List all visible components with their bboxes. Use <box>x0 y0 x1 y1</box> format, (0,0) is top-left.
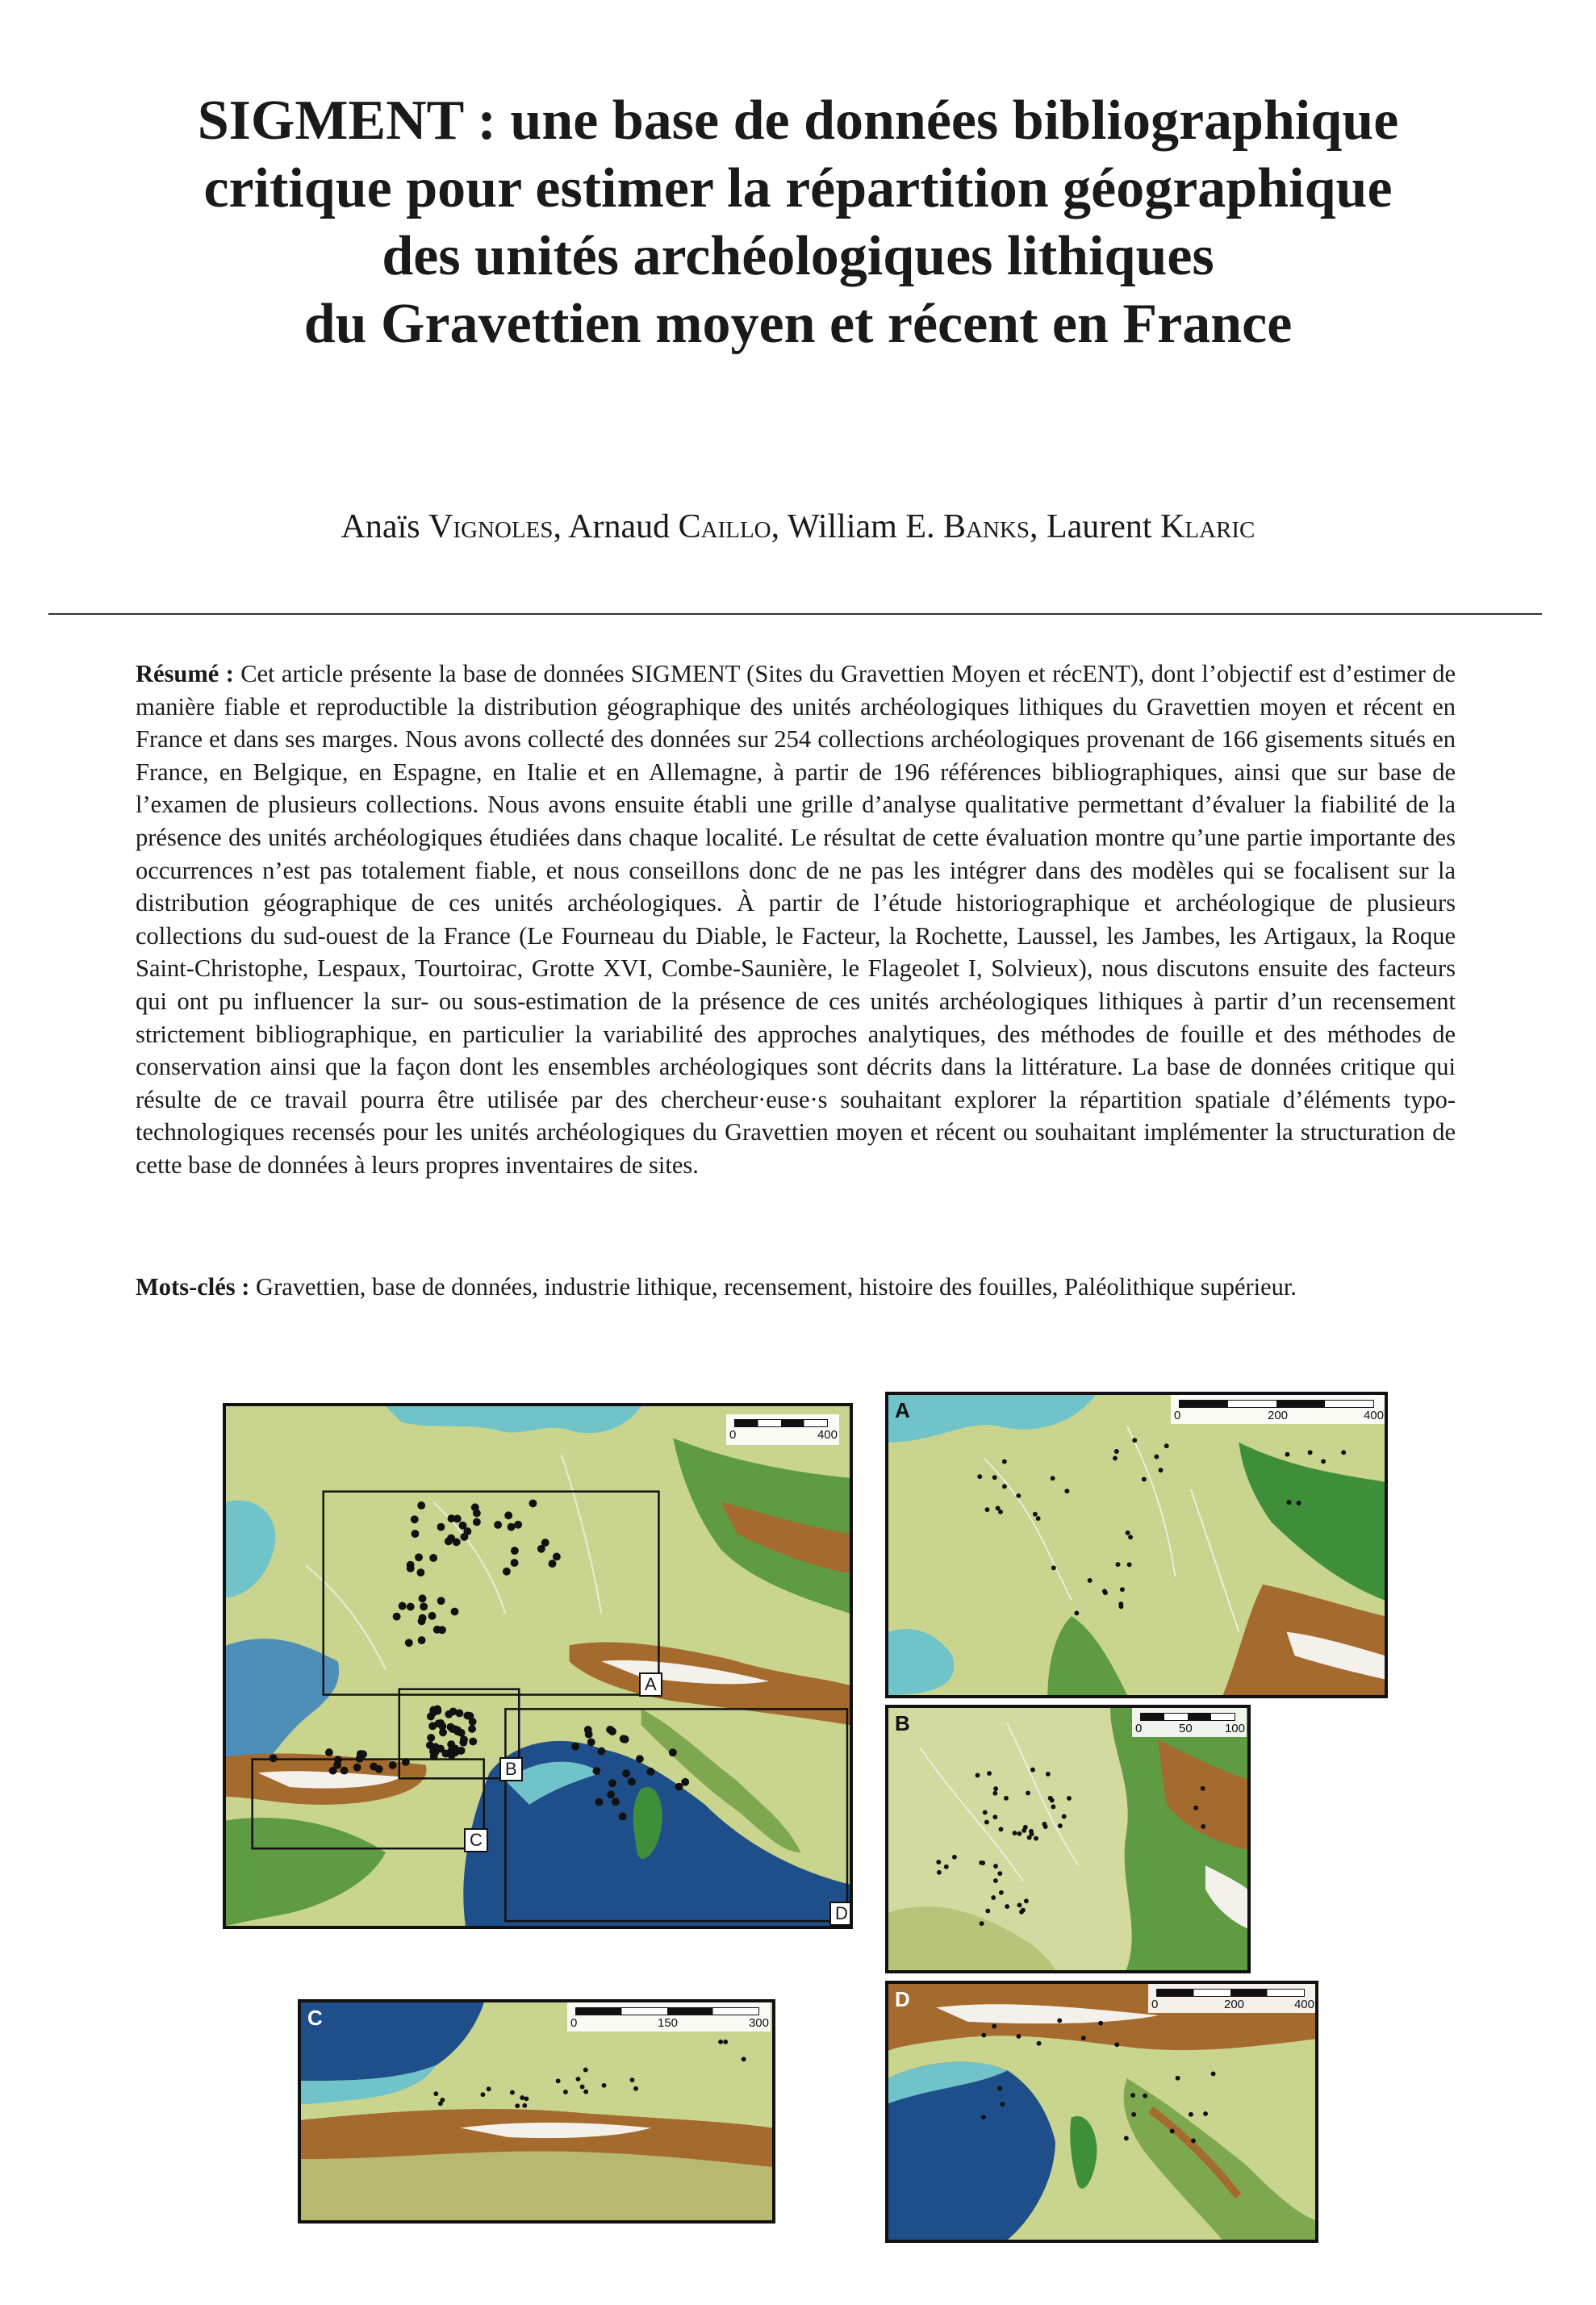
site-dot <box>718 2040 723 2044</box>
site-dot <box>1043 1824 1048 1829</box>
site-dot <box>1051 1565 1056 1570</box>
site-dot <box>1341 1450 1346 1455</box>
site-dot <box>419 1594 427 1602</box>
site-dot <box>1128 1535 1133 1539</box>
site-dot <box>952 1855 957 1860</box>
site-dot <box>537 1545 545 1553</box>
site-dot <box>1088 1578 1093 1583</box>
site-dot <box>1127 1562 1132 1567</box>
site-dot <box>455 1710 463 1718</box>
site-dot <box>504 1511 512 1519</box>
site-dot <box>389 1761 397 1769</box>
panel-b-label: B <box>895 1711 910 1735</box>
site-dot <box>341 1767 349 1775</box>
site-dot <box>1064 1489 1069 1493</box>
site-dot <box>1037 2041 1042 2046</box>
site-dot <box>1201 1786 1205 1791</box>
title-line-4: du Gravettien moyen et récent en France <box>303 293 1293 355</box>
panel-d-label: D <box>895 1987 910 2011</box>
main-map-terrain <box>226 1406 850 1926</box>
site-dot <box>1114 2042 1119 2047</box>
site-dot <box>438 2101 443 2106</box>
site-dot <box>1074 1611 1079 1616</box>
site-dot <box>597 1748 605 1756</box>
site-dot <box>675 1783 683 1791</box>
site-dot <box>1124 2136 1129 2140</box>
site-dot <box>1029 1829 1034 1834</box>
site-dot <box>1098 2021 1103 2026</box>
site-dot <box>999 1890 1004 1895</box>
site-dot <box>1285 1452 1290 1457</box>
author-2-first: Arnaud <box>568 508 671 545</box>
site-dot <box>445 1537 453 1545</box>
site-dot <box>329 1767 337 1775</box>
site-dot <box>1021 1908 1026 1913</box>
site-dot <box>936 1860 941 1864</box>
panel-a-scale-tick-200: 200 <box>1268 1409 1289 1422</box>
site-dot <box>419 1614 427 1622</box>
site-dot <box>522 2103 527 2108</box>
site-dot <box>451 1608 459 1616</box>
site-dot <box>571 1743 579 1751</box>
site-dot <box>487 2086 491 2091</box>
keywords-text: Gravettien, base de données, industrie lithique, recensement, histoire des fouilles, Paléolithique supérieur. <box>256 1273 1297 1301</box>
inset-label-c: C <box>464 1828 488 1852</box>
panel-d-scale-tick-0: 0 <box>1151 1998 1159 2011</box>
site-dot <box>524 2096 529 2101</box>
site-dot <box>1004 1796 1009 1801</box>
inset-label-d: D <box>829 1902 853 1926</box>
site-dot <box>669 1748 677 1756</box>
site-dot <box>980 1921 984 1926</box>
site-dot <box>595 1798 604 1806</box>
site-dot <box>636 1755 644 1763</box>
site-dot <box>1203 2111 1208 2116</box>
panel-d-scalebar <box>1148 1984 1316 2013</box>
site-dot <box>437 1597 445 1605</box>
site-dot <box>992 1814 997 1819</box>
site-dot <box>511 1547 519 1555</box>
site-dot <box>993 1878 998 1883</box>
site-dot <box>418 1636 426 1644</box>
title-line-1: SIGMENT : une base de données bibliographique <box>197 90 1399 152</box>
site-dot <box>433 2091 438 2096</box>
site-dot <box>405 1639 413 1647</box>
site-dot <box>1022 1828 1026 1833</box>
site-dot <box>984 1820 989 1825</box>
header-divider <box>48 613 1542 615</box>
site-dot <box>1154 1455 1159 1459</box>
site-dot <box>520 2095 524 2100</box>
map-panel-b <box>885 1705 1251 1973</box>
site-dot <box>937 1870 942 1875</box>
site-dot <box>993 1786 998 1791</box>
site-dot <box>587 1738 595 1746</box>
site-dot <box>459 1522 467 1530</box>
site-dot <box>411 1515 419 1523</box>
site-dot <box>1016 1493 1021 1498</box>
title-line-3: des unités archéologiques lithiques <box>382 225 1214 287</box>
site-dot <box>553 1553 561 1561</box>
site-dot <box>399 1602 407 1610</box>
main-scale-tick-400: 400 <box>817 1428 838 1442</box>
keywords-label: Mots-clés : <box>136 1273 250 1301</box>
site-dot <box>621 1735 629 1743</box>
site-dot <box>529 1499 537 1507</box>
site-dot <box>1030 1768 1035 1773</box>
site-dot <box>457 1729 466 1737</box>
site-dot <box>1308 1450 1313 1455</box>
site-dot <box>353 1764 361 1772</box>
site-dot <box>429 1554 437 1562</box>
site-dot <box>416 1568 424 1576</box>
site-dot <box>563 2090 568 2094</box>
site-dot <box>993 1864 998 1869</box>
abstract-text: Cet article présente la base de données SIGMENT (Sites du Gravettien Moyen et récENT), dont l’objectif est d’estimer de manière fiable et reproductible la distribution géographique des unités archéologiques lithiques du Gravettien moyen et récent en France et dans ses marges. Nous avons collecté des données sur 254 collections archéologiques provenant de 166 gisements situés en France, en Belgique, en Espagne, en Italie et en Allemagne, à partir de 196 références bibliographiques, ainsi que sur base de l’examen de plusieurs collections. Nous avons ensuite établi une grille d’analyse qualitative permettant d’évaluer la fiabilité de la présence des unités archéologiques étudiées dans chaque localité. Le résultat de cette évaluation montre qu’une partie importante des occurrences n’est pas totalement fiable, et nous conseillons donc de ne pas les intégrer dans des modèles qui se focalisent sur la distribution géographique de ces unités archéologiques. À partir de l’étude historiographique et archéologique de plusieurs collections du sud-ouest de la France (Le Fourneau du Diable, le Facteur, la Rochette, Laussel, les Jambes, les Artigaux, la Roque Saint-Christophe, Lespaux, Tourtoirac, Grotte XVI, Combe-Saunière, le Flageolet I, Solvieux), nous discutons ensuite des facteurs qui ont pu influencer la sur- ou sous-estimation de la présence de ces unités archéologiques lithiques à partir d’un recensement strictement bibliographique, en particulier la variabilité des approches analytiques, des méthodes de fouille et des méthodes de conservation ainsi que la façon dont les ensembles archéologiques sont décrits dans la littérature. La base de données critique qui résulte de ce travail pourra être utilisée par des chercheur·euse·s souhaitant explorer la répartition spatiale d’éléments typo-technologiques recensés pour les unités archéologiques du Gravettien moyen et récent ou souhaitant implémenter la structuration de cette base de données à leurs propres inventaires de sites. <box>136 660 1456 1179</box>
site-dot <box>723 2040 728 2044</box>
site-dot <box>1211 2072 1216 2077</box>
inset-label-b: B <box>499 1757 523 1781</box>
site-dot <box>1027 1835 1032 1840</box>
panel-b-scale-tick-50: 50 <box>1179 1722 1193 1735</box>
site-dot <box>417 1501 425 1510</box>
panel-c-scale-tick-300: 300 <box>748 2016 769 2030</box>
author-3-last: Banks <box>942 508 1030 545</box>
panel-c-scale-tick-150: 150 <box>658 2016 679 2030</box>
site-dot <box>1116 1562 1121 1567</box>
site-dot <box>448 1752 456 1760</box>
site-dot <box>515 2103 520 2108</box>
site-dot <box>1142 1477 1147 1482</box>
site-dot <box>1067 1796 1072 1801</box>
site-dot <box>448 1514 456 1522</box>
site-dot <box>647 1768 655 1776</box>
site-dot <box>992 1791 997 1796</box>
site-dot <box>1114 1449 1119 1454</box>
site-dot <box>1193 1806 1198 1810</box>
site-dot <box>370 1763 378 1771</box>
site-dot <box>576 2077 581 2082</box>
site-dot <box>987 1771 992 1776</box>
map-panel-d <box>885 1981 1318 2243</box>
abstract <box>136 658 1456 1182</box>
site-dot <box>1036 1516 1041 1521</box>
site-dot <box>415 1553 423 1561</box>
site-dot <box>1164 1443 1169 1448</box>
site-dot <box>549 1560 557 1568</box>
main-map-scalebar <box>726 1414 839 1445</box>
site-dot <box>556 2078 561 2083</box>
site-dot <box>612 1798 620 1806</box>
map-panel-c <box>298 1999 775 2224</box>
site-dot <box>583 2090 588 2094</box>
site-dot <box>412 1530 420 1538</box>
site-dot <box>992 1475 997 1480</box>
author-3-first: William E. <box>787 508 935 545</box>
site-dot <box>583 2068 588 2073</box>
panel-d-scale-tick-200: 200 <box>1224 1998 1245 2011</box>
site-dot <box>1118 1604 1123 1609</box>
abstract-label: Résumé : <box>136 660 234 687</box>
site-dot <box>1017 2034 1022 2039</box>
site-dot <box>460 1533 468 1541</box>
site-dot <box>1002 1459 1007 1464</box>
panel-c-scale-tick-0: 0 <box>570 2016 578 2030</box>
site-dot <box>1103 1590 1108 1595</box>
site-dot <box>420 1602 428 1610</box>
site-dot <box>1024 1898 1029 1903</box>
site-dot <box>447 1740 455 1748</box>
panel-d-scale-tick-400: 400 <box>1293 1998 1314 2011</box>
site-dot <box>1051 1804 1055 1809</box>
site-dot <box>511 1559 519 1567</box>
site-dot <box>469 1738 477 1746</box>
site-dot <box>463 1711 471 1719</box>
panel-a-scale-tick-0: 0 <box>1174 1409 1181 1422</box>
site-dot <box>628 1777 636 1785</box>
site-dot <box>1286 1500 1291 1505</box>
site-dot <box>622 1769 630 1777</box>
panel-a-terrain <box>888 1395 1385 1695</box>
main-scale-tick-0: 0 <box>729 1428 737 1442</box>
site-dot <box>494 1521 502 1529</box>
panel-b-terrain <box>888 1708 1247 1970</box>
site-dot <box>1130 2093 1135 2098</box>
site-dot <box>1033 1512 1038 1517</box>
site-dot <box>1058 1823 1063 1828</box>
site-dot <box>980 1860 985 1865</box>
panel-a-scale-tick-400: 400 <box>1363 1409 1384 1422</box>
site-dot <box>592 1767 600 1775</box>
site-dot <box>1189 2112 1193 2117</box>
site-dot <box>997 2086 1002 2091</box>
site-dot <box>334 1756 342 1764</box>
site-dot <box>1026 1790 1030 1795</box>
author-2-last: Caillo <box>678 508 771 545</box>
site-dot <box>473 1518 481 1526</box>
site-dot <box>742 2057 746 2061</box>
site-dot <box>1013 1831 1017 1835</box>
site-dot <box>435 1719 443 1727</box>
site-dot <box>983 1810 988 1814</box>
panel-b-scale-tick-0: 0 <box>1135 1722 1143 1735</box>
site-dot <box>437 1523 445 1531</box>
author-1-last: Vignoles <box>428 508 554 545</box>
keywords <box>136 1271 1456 1303</box>
site-dot <box>1176 2076 1180 2081</box>
site-dot <box>427 1734 435 1742</box>
paper-title <box>97 87 1499 358</box>
site-dot <box>997 1871 1002 1876</box>
site-dot <box>428 1612 437 1620</box>
site-dot <box>1057 2019 1062 2023</box>
site-dot <box>1297 1501 1301 1505</box>
site-dot <box>1050 1798 1055 1802</box>
site-dot <box>976 1773 980 1778</box>
site-dot <box>602 2083 607 2088</box>
site-dot <box>445 1710 453 1718</box>
site-dot <box>503 1568 511 1576</box>
site-dot <box>608 1779 616 1787</box>
site-dot <box>480 2092 485 2097</box>
title-line-2: critique pour estimer la répartition géographique <box>203 157 1393 219</box>
site-dot <box>1120 1587 1125 1592</box>
site-dot <box>1000 2102 1005 2107</box>
site-dot <box>1159 1468 1164 1472</box>
site-dot <box>269 1754 278 1762</box>
site-dot <box>433 1626 441 1634</box>
panel-a-scalebar <box>1171 1395 1385 1424</box>
panel-c-scalebar <box>567 2002 771 2031</box>
site-dot <box>429 1708 437 1716</box>
site-dot <box>402 1758 410 1766</box>
site-dot <box>1143 2094 1147 2098</box>
panel-d-terrain <box>888 1984 1315 2240</box>
site-dot <box>359 1750 367 1758</box>
site-dot <box>944 1864 949 1869</box>
site-dot <box>1132 1438 1137 1443</box>
site-dot <box>1113 1455 1118 1460</box>
site-dot <box>981 2033 986 2038</box>
site-dot <box>1081 2036 1086 2040</box>
site-dot <box>508 1523 516 1531</box>
site-dot <box>580 2085 585 2090</box>
site-dot <box>1017 1831 1022 1836</box>
site-dot <box>1017 1902 1022 1907</box>
site-dot <box>985 1507 990 1512</box>
panel-c-terrain <box>301 2002 772 2220</box>
site-dot <box>999 1827 1004 1831</box>
site-dot <box>1126 1530 1130 1535</box>
site-dot <box>1201 1824 1205 1829</box>
site-dot <box>514 1521 522 1529</box>
site-dot <box>468 1725 476 1733</box>
site-dot <box>630 2077 635 2082</box>
site-dot <box>1062 1814 1067 1819</box>
site-dot <box>1051 1476 1055 1480</box>
site-dot <box>584 1726 592 1734</box>
main-map <box>223 1403 853 1929</box>
site-dot <box>460 1735 468 1743</box>
site-dot <box>325 1748 333 1756</box>
panel-c-label: C <box>307 2006 323 2030</box>
site-dot <box>473 1510 481 1518</box>
site-dot <box>991 1895 996 1900</box>
site-dot <box>619 1813 627 1821</box>
site-dot <box>1170 2129 1175 2134</box>
site-dot <box>1131 2112 1136 2117</box>
site-dot <box>407 1603 415 1611</box>
panel-b-scalebar <box>1132 1708 1247 1737</box>
author-4-first: Laurent <box>1046 508 1152 545</box>
author-list: Anaïs Vignoles, Arnaud Caillo, William E. Banks, Laurent Klaric <box>341 508 1255 545</box>
author-1-first: Anaïs <box>341 508 420 545</box>
site-dot <box>992 2023 996 2028</box>
site-dot <box>393 1613 401 1621</box>
site-dot <box>407 1564 415 1572</box>
site-dot <box>633 2086 638 2091</box>
site-dot <box>981 2115 986 2119</box>
panel-a-label: A <box>895 1398 910 1422</box>
site-dot <box>1046 1772 1051 1777</box>
map-panel-a <box>885 1392 1388 1698</box>
site-dot <box>1034 1836 1038 1841</box>
site-dot <box>606 1726 614 1734</box>
site-dot <box>1191 2138 1196 2143</box>
site-dot <box>510 2090 515 2095</box>
author-4-last: Klaric <box>1160 508 1255 545</box>
site-dot <box>432 1748 440 1756</box>
panel-b-scale-tick-100: 100 <box>1224 1722 1245 1735</box>
site-dot <box>607 1790 615 1798</box>
site-dot <box>998 1510 1003 1514</box>
site-dot <box>1005 1904 1009 1909</box>
site-dot <box>985 1909 990 1914</box>
inset-label-a: A <box>639 1672 662 1697</box>
site-dot <box>977 1474 982 1479</box>
site-dot <box>1321 1459 1326 1464</box>
site-dot <box>1002 1484 1007 1489</box>
